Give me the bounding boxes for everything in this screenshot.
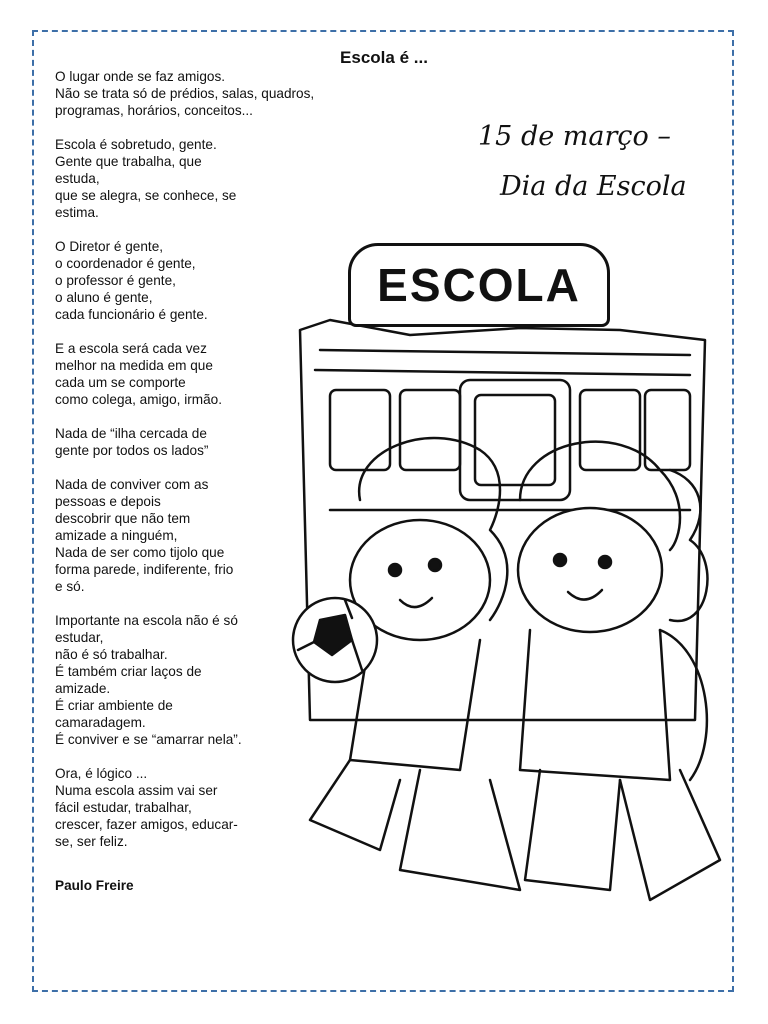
school-children-illustration [290, 300, 730, 950]
stanza [55, 765, 295, 850]
poem-line: Ora, é lógico ... [55, 766, 148, 781]
poem-line: É também criar laços de [55, 664, 202, 679]
poem-line: e só. [55, 579, 85, 594]
poem-line: Nada de “ilha cercada de [55, 426, 207, 441]
poem-line: Importante na escola não é só [55, 613, 238, 628]
stanza [55, 340, 295, 408]
poem-line: amizade. [55, 681, 111, 696]
poem-line: Não se trata só de prédios, salas, quadros, [55, 86, 315, 101]
poem-line: o coordenador é gente, [55, 256, 196, 271]
poem-line: cada um se comporte [55, 375, 186, 390]
poem-line: como colega, amigo, irmão. [55, 392, 222, 407]
poem-line: fácil estudar, trabalhar, [55, 800, 192, 815]
poem-line: Nada de conviver com as [55, 477, 209, 492]
school-sign-text: ESCOLA [377, 259, 581, 311]
boy-figure [293, 438, 520, 890]
poem-line: amizade a ninguém, [55, 528, 178, 543]
poem-line: É conviver e se “amarrar nela”. [55, 732, 242, 747]
poem-line: estudar, [55, 630, 104, 645]
poem-line: melhor na medida em que [55, 358, 213, 373]
stanza [55, 136, 295, 221]
poem-author: Paulo Freire [55, 878, 134, 893]
date-line: Dia da Escola [500, 171, 687, 202]
poem-line: E a escola será cada vez [55, 341, 207, 356]
poem-line: não é só trabalhar. [55, 647, 168, 662]
poem-line: Numa escola assim vai ser [55, 783, 218, 798]
stanza [55, 425, 295, 459]
poem-line: crescer, fazer amigos, educar- [55, 817, 238, 832]
poem-line: o aluno é gente, [55, 290, 153, 305]
poem-line: cada funcionário é gente. [55, 307, 208, 322]
poem-line: O Diretor é gente, [55, 239, 164, 254]
stanza [55, 612, 295, 748]
poem-line: É criar ambiente de [55, 698, 173, 713]
poem-line: que se alegra, se conhece, se [55, 188, 237, 203]
school-sign [348, 243, 610, 327]
poem-line: Gente que trabalha, que [55, 154, 202, 169]
stanza [55, 476, 295, 595]
date-line: 15 de março – [478, 121, 671, 152]
poem-line: forma parede, indiferente, frio [55, 562, 234, 577]
poem-line: Nada de ser como tijolo que [55, 545, 225, 560]
stanza [55, 238, 295, 323]
poem-line: estuda, [55, 171, 100, 186]
poem-line: Escola é sobretudo, gente. [55, 137, 217, 152]
poem-line: pessoas e depois [55, 494, 161, 509]
poem-line: estima. [55, 205, 99, 220]
poem-line: O lugar onde se faz amigos. [55, 69, 226, 84]
poem-line: descobrir que não tem [55, 511, 191, 526]
poem-line: se, ser feliz. [55, 834, 128, 849]
poem-line: programas, horários, conceitos... [55, 103, 253, 118]
date-heading [478, 112, 738, 212]
poem-title: Escola é ... [340, 48, 428, 67]
poem-line: camaradagem. [55, 715, 146, 730]
poem-body [55, 68, 315, 867]
poem-line: o professor é gente, [55, 273, 176, 288]
stanza [55, 68, 315, 119]
poem-line: gente por todos os lados” [55, 443, 209, 458]
